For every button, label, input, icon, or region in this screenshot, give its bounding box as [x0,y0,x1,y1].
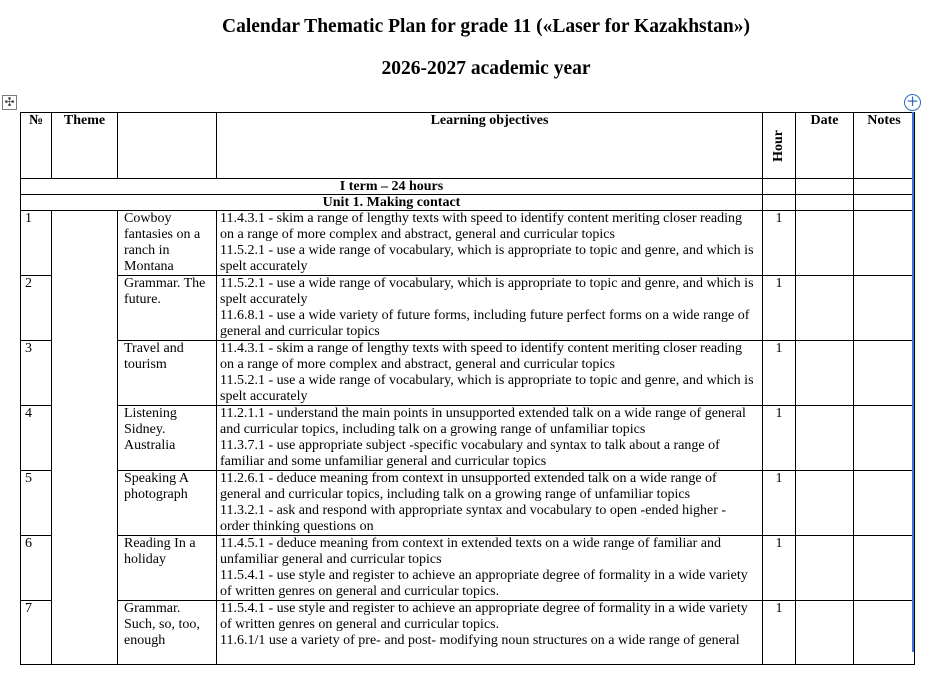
add-column-icon[interactable]: + [904,94,921,111]
lesson-number: 1 [21,211,52,276]
table-row [21,211,915,276]
unit-date-cell[interactable] [796,195,854,211]
lesson-date-cell[interactable] [796,601,854,665]
lesson-hour: 1 [763,536,796,601]
learning-objective: 11.4.3.1 - skim a range of lengthy texts with speed to identify content meriting closer reading on a range of more complex and abstract, general and curricular topics [220,341,743,372]
header-hour: Hour [771,129,786,162]
column-insert-guide [912,112,914,652]
term-hour-cell[interactable] [763,179,796,195]
learning-objectives-cell [217,276,763,341]
lesson-topic: Speaking A photograph [118,471,217,536]
lesson-hour: 1 [763,341,796,406]
learning-objective: 11.4.5.1 - deduce meaning from context in extended texts on a wide range of familiar and unfamiliar general and curricular topics [220,536,721,567]
learning-objectives-cell [217,601,763,665]
lesson-hour: 1 [763,601,796,665]
table-row [21,471,915,536]
learning-objectives-cell [217,471,763,536]
academic-year-subtitle: 2026-2027 academic year [381,58,591,79]
learning-objectives-cell [217,536,763,601]
table-row [21,276,915,341]
table-move-handle-icon[interactable]: ✣ [2,95,17,110]
lesson-hour: 1 [763,211,796,276]
learning-objectives-cell [217,341,763,406]
lesson-date-cell[interactable] [796,536,854,601]
learning-objective: 11.5.2.1 - use a wide range of vocabulary, which is appropriate to topic and genre, and which is spelt accurately [220,276,754,307]
document-title: Calendar Thematic Plan for grade 11 («Laser for Kazakhstan») [222,16,750,37]
table-row [21,341,915,406]
learning-objective: 11.5.4.1 - use style and register to achieve an appropriate degree of formality in a wide variety of written genres on general and curricular topics. [220,601,748,632]
lesson-date-cell[interactable] [796,406,854,471]
learning-objective: 11.5.2.1 - use a wide range of vocabulary, which is appropriate to topic and genre, and which is spelt accurately [220,373,754,404]
header-topic [118,113,217,179]
lesson-notes-cell[interactable] [854,406,915,471]
header-theme: Theme [52,113,118,179]
table-row [21,406,915,471]
lesson-number: 3 [21,341,52,406]
unit-label: Unit 1. Making contact [21,195,763,211]
learning-objective: 11.6.1/1 use a variety of pre- and post- modifying noun structures on a wide range of general [220,633,740,648]
term-row [21,179,915,195]
table-row [21,536,915,601]
term-date-cell[interactable] [796,179,854,195]
lesson-topic: Listening Sidney. Australia [118,406,217,471]
unit-row [21,195,915,211]
lesson-number: 4 [21,406,52,471]
lesson-notes-cell[interactable] [854,601,915,665]
header-row [21,113,915,179]
header-learning-objectives: Learning objectives [217,113,763,179]
lesson-topic: Reading In a holiday [118,536,217,601]
learning-objective: 11.3.2.1 - ask and respond with appropriate syntax and vocabulary to open -ended higher - order thinking questions on [220,503,727,534]
lesson-notes-cell[interactable] [854,276,915,341]
lesson-date-cell[interactable] [796,341,854,406]
learning-objective: 11.3.7.1 - use appropriate subject -specific vocabulary and syntax to talk about a range of familiar and some unfamiliar general and curricular topics [220,438,720,469]
lesson-number: 2 [21,276,52,341]
learning-objectives-cell [217,406,763,471]
header-hour-cell [763,113,796,179]
table-row [21,601,915,665]
lesson-hour: 1 [763,276,796,341]
learning-objective: 11.4.3.1 - skim a range of lengthy texts with speed to identify content meriting closer reading on a range of more complex and abstract, general and curricular topics [220,211,743,242]
learning-objective: 11.2.1.1 - understand the main points in unsupported extended talk on a wide range of general and curricular topics, including talk on a growing range of unfamiliar topics [220,406,746,437]
lesson-topic: Grammar. Such, so, too, enough [118,601,217,665]
header-number: № [21,113,52,179]
learning-objectives-cell [217,211,763,276]
lesson-date-cell[interactable] [796,211,854,276]
lesson-notes-cell[interactable] [854,536,915,601]
lesson-notes-cell[interactable] [854,211,915,276]
lesson-topic: Grammar. The future. [118,276,217,341]
theme-cell[interactable] [52,211,118,665]
lesson-hour: 1 [763,406,796,471]
lesson-number: 5 [21,471,52,536]
learning-objective: 11.6.8.1 - use a wide variety of future forms, including future perfect forms on a wide range of general and curricular topics [220,308,750,339]
lesson-topic: Travel and tourism [118,341,217,406]
learning-objective: 11.2.6.1 - deduce meaning from context in unsupported extended talk on a wide range of general and curricular topics, including talk on a growing range of unfamiliar topics [220,471,717,502]
unit-hour-cell[interactable] [763,195,796,211]
lesson-notes-cell[interactable] [854,341,915,406]
lesson-number: 7 [21,601,52,665]
term-label: I term – 24 hours [21,179,763,195]
lesson-topic: Cowboy fantasies on a ranch in Montana [118,211,217,276]
header-date: Date [796,113,854,179]
lesson-date-cell[interactable] [796,471,854,536]
thematic-plan-table [20,112,915,665]
header-notes: Notes [854,113,915,179]
lesson-notes-cell[interactable] [854,471,915,536]
lesson-number: 6 [21,536,52,601]
term-notes-cell[interactable] [854,179,915,195]
lesson-date-cell[interactable] [796,276,854,341]
learning-objective: 11.5.2.1 - use a wide range of vocabulary, which is appropriate to topic and genre, and which is spelt accurately [220,243,754,274]
lesson-hour: 1 [763,471,796,536]
learning-objective: 11.5.4.1 - use style and register to achieve an appropriate degree of formality in a wide variety of written genres on general and curricular topics. [220,568,748,599]
unit-notes-cell[interactable] [854,195,915,211]
